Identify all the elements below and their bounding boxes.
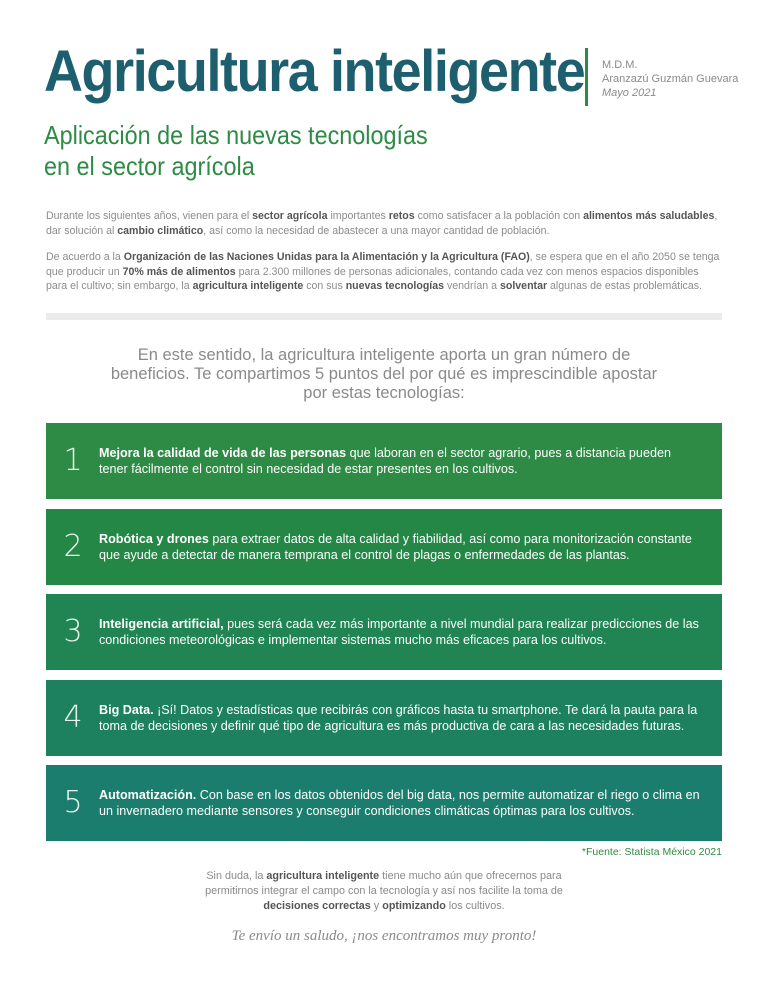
body-text: , así como la necesidad de abastecer a una mayor cantidad de población. xyxy=(203,224,550,237)
author-name: Aranzazú Guzmán Guevara xyxy=(602,73,739,85)
highlight-text: agricultura inteligente xyxy=(192,280,304,292)
benefit-text xyxy=(99,702,702,734)
benefit-text xyxy=(99,445,702,477)
highlight-text: retos xyxy=(388,210,415,222)
lead-paragraph: En este sentido, la agricultura inteligente aporta un gran número de beneficios. Te compartimos 5 puntos del por qué es imprescindible apostar por estas tecnologías: xyxy=(110,346,658,402)
body-text: tiene mucho aún que ofrecernos para permitirnos integrar el campo con la tecnología y así nos facilite la toma de xyxy=(205,870,563,897)
publish-date: Mayo 2021 xyxy=(602,87,657,99)
body-text: , se espera que en el año 2050 se tenga que producir un xyxy=(46,251,720,278)
benefit-description: que laboran en el sector agrario, pues a distancia pueden tener fácilmente el control sin necesidad de estar presentes en los cultivos. xyxy=(99,446,671,476)
benefit-box-2 xyxy=(46,509,722,585)
author-degree: M.D.M. xyxy=(602,59,638,71)
closing-paragraph xyxy=(180,869,588,914)
benefit-title: Inteligencia artificial, xyxy=(99,617,224,631)
page-title: Agricultura inteligente xyxy=(44,39,585,104)
body-text: Durante los siguientes años, vienen para el xyxy=(46,210,253,222)
benefit-text xyxy=(99,787,702,819)
subtitle-line-1: Aplicación de las nuevas tecnologías xyxy=(44,120,428,150)
highlight-text: alimentos más saludables xyxy=(583,210,715,222)
intro-paragraph-2 xyxy=(46,250,722,294)
body-text: De acuerdo a la xyxy=(46,251,124,263)
body-text: importantes xyxy=(327,210,389,222)
body-text: para 2.300 millones de personas adicionales, contando cada vez con menos espacios disponibles para el cultivo; sin embargo, la xyxy=(46,265,699,292)
body-text: vendrían a xyxy=(444,280,500,292)
section-divider xyxy=(46,313,722,320)
body-text: con sus xyxy=(303,280,346,292)
highlight-text: 70% más de alimentos xyxy=(122,265,236,278)
body-text: algunas de estas problemáticas. xyxy=(547,280,702,292)
benefit-box-3 xyxy=(46,594,722,670)
source-note: *Fuente: Statista México 2021 xyxy=(581,846,722,858)
benefit-title: Robótica y drones xyxy=(99,532,209,546)
benefit-box-1 xyxy=(46,423,722,499)
body-text: y xyxy=(370,900,383,912)
title-divider xyxy=(585,48,588,106)
benefit-title: Mejora la calidad de vida de las personas xyxy=(99,446,347,460)
highlight-text: solventar xyxy=(499,280,548,292)
body-text: , dar solución al xyxy=(46,210,718,237)
body-text: Sin duda, la xyxy=(206,870,267,882)
body-text: los cultivos. xyxy=(445,900,505,912)
highlight-text: cambio climático xyxy=(117,224,204,237)
benefit-description: pues será cada vez más importante a nivel mundial para realizar predicciones de las condiciones meteorológicas e implementar sistemas mucho más eficaces para los cultivos. xyxy=(99,617,699,647)
benefit-number: 3 xyxy=(63,614,83,649)
benefit-description: ¡Sí! Datos y estadísticas que recibirás con gráficos hasta tu smartphone. Te dará la pauta para la toma de decisiones y definir qué tipo de agricultura es más productiva de cara a las necesidades futuras. xyxy=(99,703,698,733)
benefit-title: Big Data. xyxy=(99,703,154,717)
author-byline xyxy=(602,58,738,100)
highlight-text: nuevas tecnologías xyxy=(345,280,445,292)
highlight-text: Organización de las Naciones Unidas para la Alimentación y la Agricultura (FAO) xyxy=(123,251,530,263)
benefit-description: Con base en los datos obtenidos del big data, nos permite automatizar el riego o clima en un invernadero mediante sensores y conseguir condiciones climáticas óptimas para los cultivos. xyxy=(99,788,700,818)
highlight-text: agricultura inteligente xyxy=(266,870,380,882)
benefit-description: para extraer datos de alta calidad y fiabilidad, así como para monitorización constante que ayude a detectar de manera temprana el control de plagas o enfermedades de las plantas. xyxy=(99,532,692,562)
benefit-box-4 xyxy=(46,680,722,756)
highlight-text: optimizando xyxy=(382,900,446,912)
page-subtitle xyxy=(44,120,428,182)
benefit-text xyxy=(99,531,702,563)
benefit-number: 2 xyxy=(63,529,83,564)
benefit-text xyxy=(99,616,702,648)
farewell-message: Te envío un saludo, ¡nos encontramos muy pronto! xyxy=(231,928,537,944)
highlight-text: sector agrícola xyxy=(252,210,328,222)
intro-paragraph-1 xyxy=(46,209,722,238)
benefit-number: 1 xyxy=(63,443,83,478)
benefit-title: Automatización. xyxy=(99,788,197,802)
benefit-box-5 xyxy=(46,765,722,841)
body-text: como satisfacer a la población con xyxy=(414,210,584,222)
subtitle-line-2: en el sector agrícola xyxy=(44,151,255,181)
benefit-number: 5 xyxy=(63,785,83,820)
highlight-text: decisiones correctas xyxy=(263,900,371,912)
benefit-number: 4 xyxy=(63,700,83,735)
